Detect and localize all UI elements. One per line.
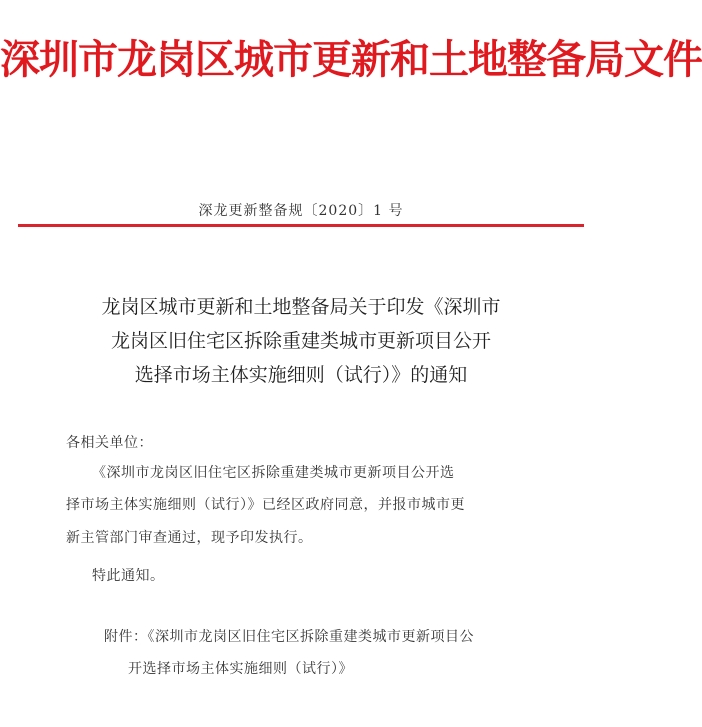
notice-title [30, 290, 572, 392]
paragraph-line: 择市场主体实施细则（试行）》已经区政府同意，并报市城市更 [66, 497, 465, 513]
notice-title-line: 龙岗区城市更新和土地整备局关于印发《深圳市 [101, 296, 501, 318]
closing-remark: 特此通知。 [92, 568, 165, 584]
paragraph-line: 《深圳市龙岗区旧住宅区拆除重建类城市更新项目公开选 [92, 465, 455, 481]
document-number: 深龙更新整备规〔2020〕1 号 [198, 203, 404, 219]
notice-title-line: 选择市场主体实施细则（试行）》的通知 [134, 364, 468, 386]
notice-title-line: 龙岗区旧住宅区拆除重建类城市更新项目公开 [110, 330, 491, 352]
attachment-line: 开选择市场主体实施细则（试行）》 [128, 661, 353, 677]
salutation: 各相关单位： [66, 435, 153, 451]
attachment-line: 附件：《深圳市龙岗区旧住宅区拆除重建类城市更新项目公 [104, 629, 474, 645]
paragraph-line: 新主管部门审查通过，现予印发执行。 [66, 530, 313, 546]
document-header-title: 深圳市龙岗区城市更新和土地整备局文件 [0, 36, 702, 83]
red-divider-line [18, 224, 584, 227]
